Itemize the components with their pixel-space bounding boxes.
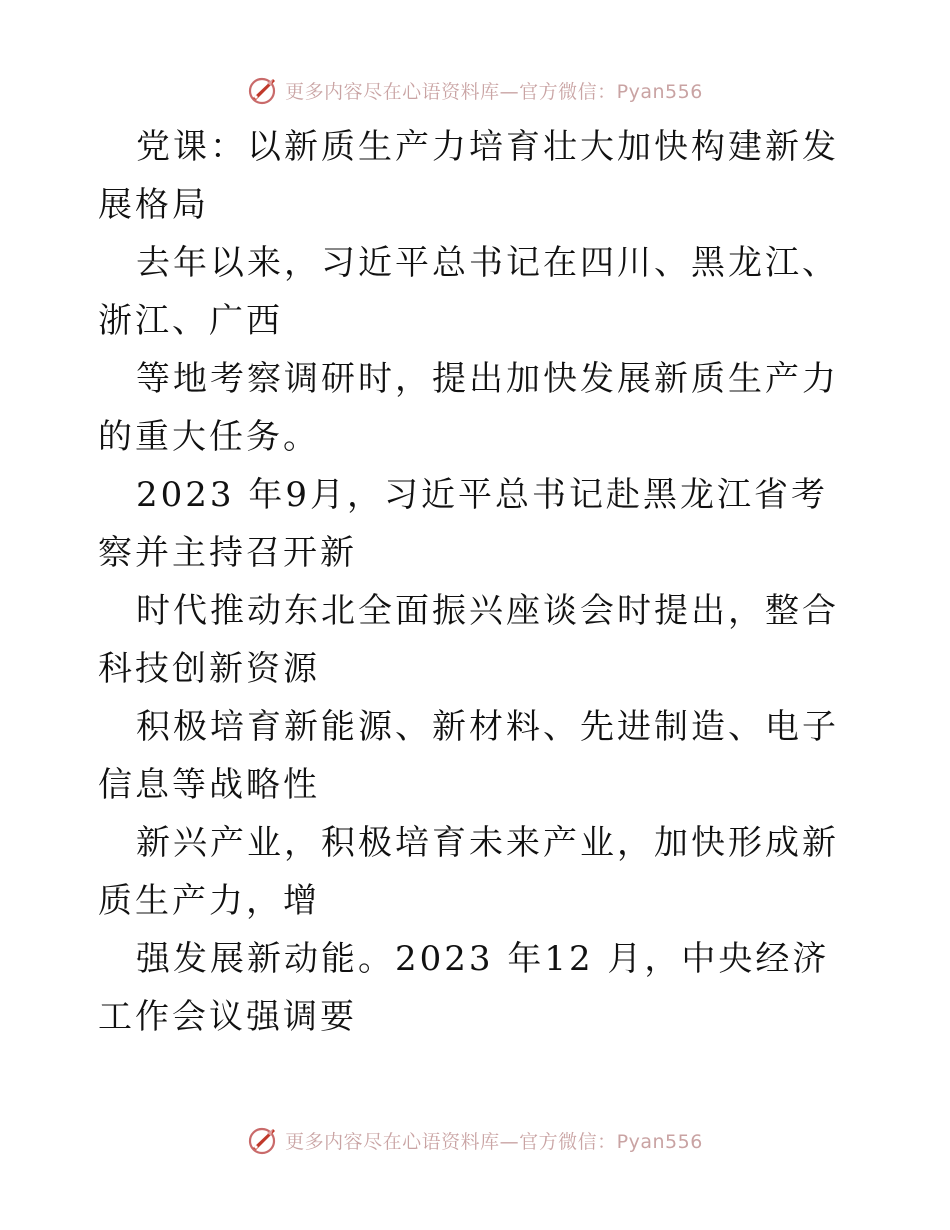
paragraph: 积极培育新能源、新材料、先进制造、电子信息等战略性 bbox=[98, 707, 839, 805]
footer-banner bbox=[0, 1122, 950, 1158]
paragraph: 时代推动东北全面振兴座谈会时提出，整合科技创新资源 bbox=[98, 591, 839, 689]
paragraph: 新兴产业，积极培育未来产业，加快形成新质生产力，增 bbox=[98, 823, 839, 921]
banner-text: 更多内容尽在心语资料库—官方微信：Pyan556 bbox=[285, 1130, 703, 1153]
banner-text: 更多内容尽在心语资料库—官方微信：Pyan556 bbox=[285, 80, 703, 103]
quill-pen-logo-icon bbox=[247, 74, 279, 106]
wechat-id: Pyan556 bbox=[616, 80, 703, 103]
quill-pen-logo-icon bbox=[247, 1124, 279, 1156]
document-body bbox=[98, 118, 858, 1046]
wechat-id: Pyan556 bbox=[616, 1130, 703, 1153]
paragraph: 等地考察调研时，提出加快发展新质生产力的重大任务。 bbox=[98, 359, 839, 457]
paragraph: 去年以来，习近平总书记在四川、黑龙江、浙江、广西 bbox=[98, 243, 839, 341]
paragraph: 强发展新动能。2023 年12 月，中央经济工作会议强调要 bbox=[98, 939, 830, 1037]
document-title: 党课：以新质生产力培育壮大加快构建新发展格局 bbox=[98, 127, 839, 225]
header-banner bbox=[0, 72, 950, 108]
paragraph: 2023 年9月，习近平总书记赴黑龙江省考察并主持召开新 bbox=[98, 475, 828, 573]
